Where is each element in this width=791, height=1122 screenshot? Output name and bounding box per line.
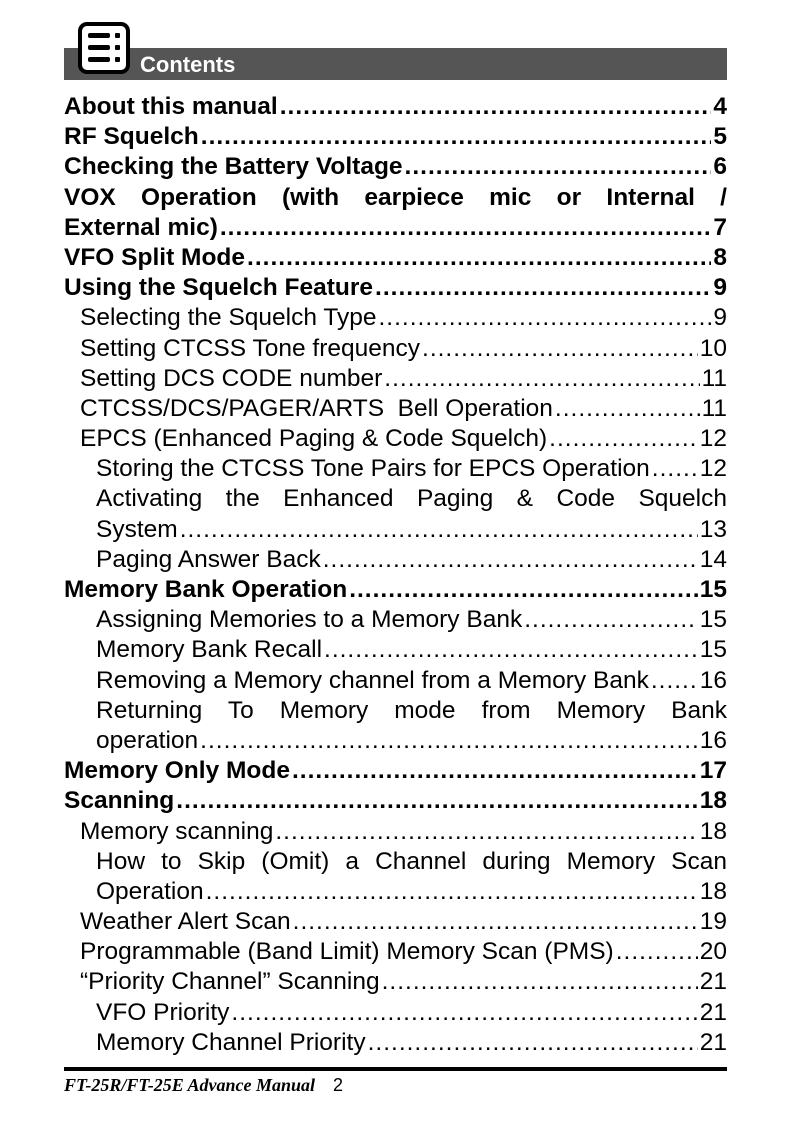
toc-entry-title: System xyxy=(96,515,178,543)
toc-entry-wrapped-line[interactable] xyxy=(64,484,727,514)
toc-entry[interactable] xyxy=(64,243,727,273)
toc-page-number: 14 xyxy=(699,545,727,573)
toc-entry-title: CTCSS/DCS/PAGER/ARTS Bell Operation xyxy=(80,394,553,422)
toc-entry[interactable] xyxy=(64,937,727,967)
toc-entry-title: Activating the Enhanced Paging & Code Squelch xyxy=(96,485,727,513)
contents-list-icon xyxy=(78,22,130,74)
toc-entry-title: Storing the CTCSS Tone Pairs for EPCS Operation xyxy=(96,455,650,483)
toc-entry-title: Memory Only Mode xyxy=(64,757,290,785)
toc-page-number: 17 xyxy=(699,757,727,785)
toc-dot-leader xyxy=(231,998,697,1028)
toc-entry-title: How to Skip (Omit) a Channel during Memory Scan xyxy=(96,847,727,875)
toc-entry-title: operation xyxy=(96,726,199,754)
toc-entry[interactable] xyxy=(64,575,727,605)
footer-rule xyxy=(64,1067,727,1071)
toc-dot-leader xyxy=(652,454,698,484)
toc-entry-title: Scanning xyxy=(64,787,175,815)
toc-entry[interactable] xyxy=(64,545,727,575)
toc-page-number: 10 xyxy=(699,334,727,362)
toc-dot-leader xyxy=(292,756,698,786)
toc-page-number: 4 xyxy=(713,93,727,120)
toc-dot-leader xyxy=(180,515,698,545)
toc-page-number: 21 xyxy=(699,998,727,1026)
toc-entry-title: External mic) xyxy=(64,213,218,241)
footer-manual-title: FT-25R/FT-25E Advance Manual xyxy=(64,1075,316,1095)
toc-entry-title: Setting CTCSS Tone frequency xyxy=(80,334,421,362)
toc-entry[interactable] xyxy=(64,666,727,696)
toc-entry[interactable] xyxy=(64,364,727,394)
toc-entry[interactable] xyxy=(64,334,727,364)
toc-entry-title: VFO Priority xyxy=(96,998,230,1026)
toc-entry-title: VFO Split Mode xyxy=(64,243,246,271)
page-title: Contents xyxy=(140,52,236,77)
toc-entry-title: VOX Operation (with earpiece mic or Internal / xyxy=(64,183,727,211)
toc-dot-leader xyxy=(555,394,700,424)
toc-dot-leader xyxy=(323,545,698,575)
toc-entry-wrapped-line[interactable] xyxy=(64,696,727,726)
toc-dot-leader xyxy=(324,635,698,665)
contents-header xyxy=(64,22,727,80)
toc-dot-leader xyxy=(524,605,698,635)
toc-entry[interactable] xyxy=(64,213,727,243)
toc-entry-title: Checking the Battery Voltage xyxy=(64,153,403,181)
toc-page-number: 6 xyxy=(713,153,727,181)
toc-page-number: 21 xyxy=(699,968,727,996)
toc-page-number: 9 xyxy=(713,274,727,302)
toc-dot-leader xyxy=(280,92,712,122)
toc-entry-title: Memory scanning xyxy=(80,817,274,845)
toc-page-number: 13 xyxy=(699,515,727,543)
toc-entry[interactable] xyxy=(64,303,727,333)
toc-entry[interactable] xyxy=(64,786,727,816)
toc-entry-title: Selecting the Squelch Type xyxy=(80,304,377,332)
toc-entry[interactable] xyxy=(64,605,727,635)
page-footer xyxy=(64,1073,343,1097)
toc-dot-leader xyxy=(220,213,711,243)
toc-page-number: 15 xyxy=(699,606,727,634)
toc-dot-leader xyxy=(176,786,697,816)
toc-page-number: 19 xyxy=(699,908,727,936)
toc-page-number: 20 xyxy=(699,938,727,966)
toc-entry-title: Returning To Memory mode from Memory Bank xyxy=(96,696,727,724)
toc-entry-title: EPCS (Enhanced Paging & Code Squelch) xyxy=(80,425,548,453)
toc-entry[interactable] xyxy=(64,877,727,907)
table-of-contents xyxy=(64,92,727,1058)
toc-entry-title: Paging Answer Back xyxy=(96,545,321,573)
toc-entry-wrapped-line[interactable] xyxy=(64,847,727,877)
toc-entry[interactable] xyxy=(64,817,727,847)
toc-dot-leader xyxy=(247,243,711,273)
toc-entry[interactable] xyxy=(64,394,727,424)
toc-entry[interactable] xyxy=(64,1028,727,1058)
toc-entry-title: Programmable (Band Limit) Memory Scan (PMS) xyxy=(80,938,614,966)
toc-entry[interactable] xyxy=(64,92,727,122)
toc-page-number: 16 xyxy=(699,666,727,694)
toc-entry[interactable] xyxy=(64,635,727,665)
toc-page-number: 21 xyxy=(699,1028,727,1056)
toc-entry[interactable] xyxy=(64,907,727,937)
toc-dot-leader xyxy=(422,334,698,364)
toc-entry[interactable] xyxy=(64,454,727,484)
toc-dot-leader xyxy=(201,122,712,152)
toc-entry-wrapped-line[interactable] xyxy=(64,183,727,213)
toc-dot-leader xyxy=(206,877,698,907)
toc-dot-leader xyxy=(549,424,698,454)
footer-page-number: 2 xyxy=(333,1075,344,1095)
toc-entry[interactable] xyxy=(64,273,727,303)
toc-dot-leader xyxy=(368,1028,698,1058)
toc-entry-title: Memory Bank Operation xyxy=(64,576,348,603)
toc-entry-title: “Priority Channel” Scanning xyxy=(80,968,380,996)
toc-page-number: 7 xyxy=(713,213,727,241)
toc-entry[interactable] xyxy=(64,756,727,786)
toc-entry-title: Removing a Memory channel from a Memory Bank xyxy=(96,666,649,694)
toc-page-number: 15 xyxy=(699,576,727,603)
toc-dot-leader xyxy=(616,937,698,967)
toc-entry-title: Using the Squelch Feature xyxy=(64,274,374,302)
toc-page-number: 8 xyxy=(713,243,727,271)
toc-entry[interactable] xyxy=(64,967,727,997)
toc-dot-leader xyxy=(275,817,697,847)
toc-dot-leader xyxy=(293,907,698,937)
toc-dot-leader xyxy=(382,967,698,997)
toc-entry-title: Memory Channel Priority xyxy=(96,1028,366,1056)
toc-dot-leader xyxy=(375,273,711,303)
toc-entry[interactable] xyxy=(64,726,727,756)
toc-page-number: 11 xyxy=(701,364,727,392)
toc-entry-title: RF Squelch xyxy=(64,123,199,151)
toc-dot-leader xyxy=(651,666,698,696)
toc-entry[interactable] xyxy=(64,122,727,152)
toc-page-number: 18 xyxy=(699,877,727,905)
toc-page-number: 18 xyxy=(699,817,727,845)
toc-entry[interactable] xyxy=(64,152,727,182)
toc-page-number: 16 xyxy=(699,726,727,754)
toc-page-number: 15 xyxy=(699,636,727,664)
toc-dot-leader xyxy=(349,575,698,605)
toc-entry-title: About this manual xyxy=(64,93,278,120)
toc-page-number: 12 xyxy=(699,455,727,483)
toc-entry-title: Weather Alert Scan xyxy=(80,908,291,936)
toc-dot-leader xyxy=(405,152,712,182)
toc-entry[interactable] xyxy=(64,998,727,1028)
toc-entry[interactable] xyxy=(64,515,727,545)
toc-page-number: 9 xyxy=(713,304,727,332)
toc-entry-title: Operation xyxy=(96,877,204,905)
toc-page-number: 5 xyxy=(713,123,727,151)
toc-entry[interactable] xyxy=(64,424,727,454)
toc-entry-title: Setting DCS CODE number xyxy=(80,364,383,392)
toc-dot-leader xyxy=(200,726,698,756)
toc-entry-title: Assigning Memories to a Memory Bank xyxy=(96,606,523,634)
toc-page-number: 11 xyxy=(701,394,727,422)
toc-dot-leader xyxy=(384,364,699,394)
toc-page-number: 18 xyxy=(699,787,727,815)
toc-dot-leader xyxy=(378,303,711,333)
toc-entry-title: Memory Bank Recall xyxy=(96,636,323,664)
toc-page-number: 12 xyxy=(699,425,727,453)
